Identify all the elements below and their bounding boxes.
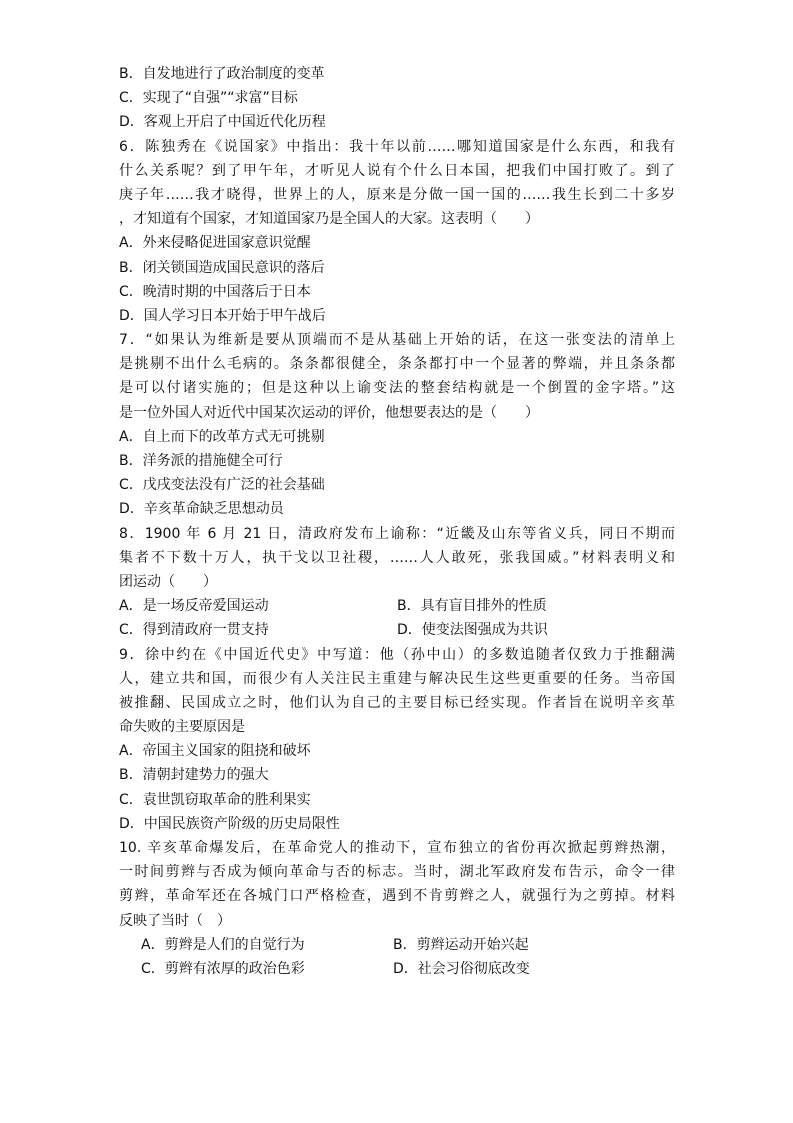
question-6-stem-line: 庚子年……我才晓得，世界上的人，原来是分做一国一国的……我生长到二十多岁 xyxy=(119,186,675,203)
option-a: A．自上而下的改革方式无可挑剔 xyxy=(119,428,325,445)
question-7 xyxy=(119,328,675,522)
option-d: D．国人学习日本开始于甲午战后 xyxy=(119,307,326,324)
question-6-stem-line: 6．陈独秀在《说国家》中指出：我十年以前……哪知道国家是什么东西，和我有 xyxy=(119,138,675,155)
option-d: D．辛亥革命缺乏思想动员 xyxy=(119,501,284,518)
option-c: C．剪辫有浓厚的政治色彩 xyxy=(141,960,305,977)
question-8 xyxy=(119,522,675,643)
question-10-stem-line: 反映了当时（ ） xyxy=(119,912,231,929)
question-5-options xyxy=(119,62,675,135)
option-a: A．是一场反帝爱国运动 xyxy=(119,598,269,615)
question-7-stem-line: 是一位外国人对近代中国某次运动的评价，他想要表达的是（ ） xyxy=(119,404,539,421)
option-b: B．清朝封建势力的强大 xyxy=(119,767,269,784)
question-6 xyxy=(119,135,675,329)
option-c: C．戊戌变法没有广泛的社会基础 xyxy=(119,477,325,494)
option-c: C．袁世凯窃取革命的胜利果实 xyxy=(119,791,311,808)
option-b: B．闭关锁国造成国民意识的落后 xyxy=(119,259,325,276)
option-d: D．使变法图强成为共识 xyxy=(397,622,548,639)
question-7-stem-line: 7．“如果认为维新是要从顶端而不是从基础上开始的话，在这一张变法的清单上 xyxy=(119,332,675,349)
question-8-stem-line: 8．1900 年 6 月 21 日，清政府发布上谕称：“近畿及山东等省义兵，同日不期而 xyxy=(119,525,675,542)
option-row xyxy=(119,618,675,642)
question-10-stem-line: 一时间剪辫与否成为倾向革命与否的标志。当时，湖北军政府发布告示，命令一律 xyxy=(119,864,675,881)
question-9 xyxy=(119,643,675,837)
question-9-stem-line: 人，建立共和国，而很少有人关注民主重建与解决民生这些更重要的任务。当帝国 xyxy=(119,670,675,687)
option-row xyxy=(119,933,675,957)
question-6-stem-line: 什么关系呢？到了甲午年，才听见人说有个什么日本国，把我们中国打败了。到了 xyxy=(119,162,675,179)
option-b: B．剪辫运动开始兴起 xyxy=(393,936,529,953)
option-d: D．社会习俗彻底改变 xyxy=(393,960,530,977)
option-c: C．得到清政府一贯支持 xyxy=(119,622,269,639)
question-9-stem-line: 被推翻、民国成立之时，他们认为自己的主要目标已经实现。作者旨在说明辛亥革 xyxy=(119,694,675,711)
option-c: C．晚清时期的中国落后于日本 xyxy=(119,283,311,300)
exam-page xyxy=(119,62,675,981)
option-b: B．自发地进行了政治制度的变革 xyxy=(119,66,325,82)
option-a: A．剪辫是人们的自觉行为 xyxy=(141,936,305,953)
option-b: B．具有盲目排外的性质 xyxy=(397,598,547,615)
option-a: A．外来侵略促进国家意识觉醒 xyxy=(119,235,311,252)
question-9-stem-line: 命失败的主要原因是 xyxy=(119,719,245,736)
option-d: D．中国民族资产阶级的历史局限性 xyxy=(119,815,340,832)
option-c: C．实现了“自强”“求富”目标 xyxy=(119,90,298,107)
option-row xyxy=(119,957,675,981)
question-10 xyxy=(119,836,675,981)
question-7-stem-line: 是挑剔不出什么毛病的。条条都很健全，条条都打中一个显著的弊端，并且条条都 xyxy=(119,356,675,373)
option-d: D．客观上开启了中国近代化历程 xyxy=(119,114,326,131)
question-10-stem-line: 剪辫，革命军还在各城门口严格检查，遇到不肯剪辫之人，就强行为之剪掉。材料 xyxy=(119,888,675,905)
question-9-stem-line: 9．徐中约在《中国近代史》中写道：他（孙中山）的多数追随者仅致力于推翻满 xyxy=(119,646,675,663)
question-8-stem-line: 团运动（ ） xyxy=(119,573,217,590)
option-row xyxy=(119,594,675,618)
question-8-stem-line: 集者不下数十万人，执干戈以卫社稷，……人人敢死，张我国威。”材料表明义和 xyxy=(119,549,675,566)
question-10-stem-line: 10. 辛亥革命爆发后，在革命党人的推动下，宣布独立的省份再次掀起剪辫热潮， xyxy=(119,840,675,856)
option-a: A．帝国主义国家的阻挠和破坏 xyxy=(119,743,311,760)
question-7-stem-line: 是可以付诸实施的；但是这种以上谕变法的整套结构就是一个倒置的金字塔。”这 xyxy=(119,380,675,397)
question-6-stem-line: ，才知道有个国家，才知道国家乃是全国人的大家。这表明（ ） xyxy=(119,211,539,228)
option-b: B．洋务派的措施健全可行 xyxy=(119,453,283,469)
